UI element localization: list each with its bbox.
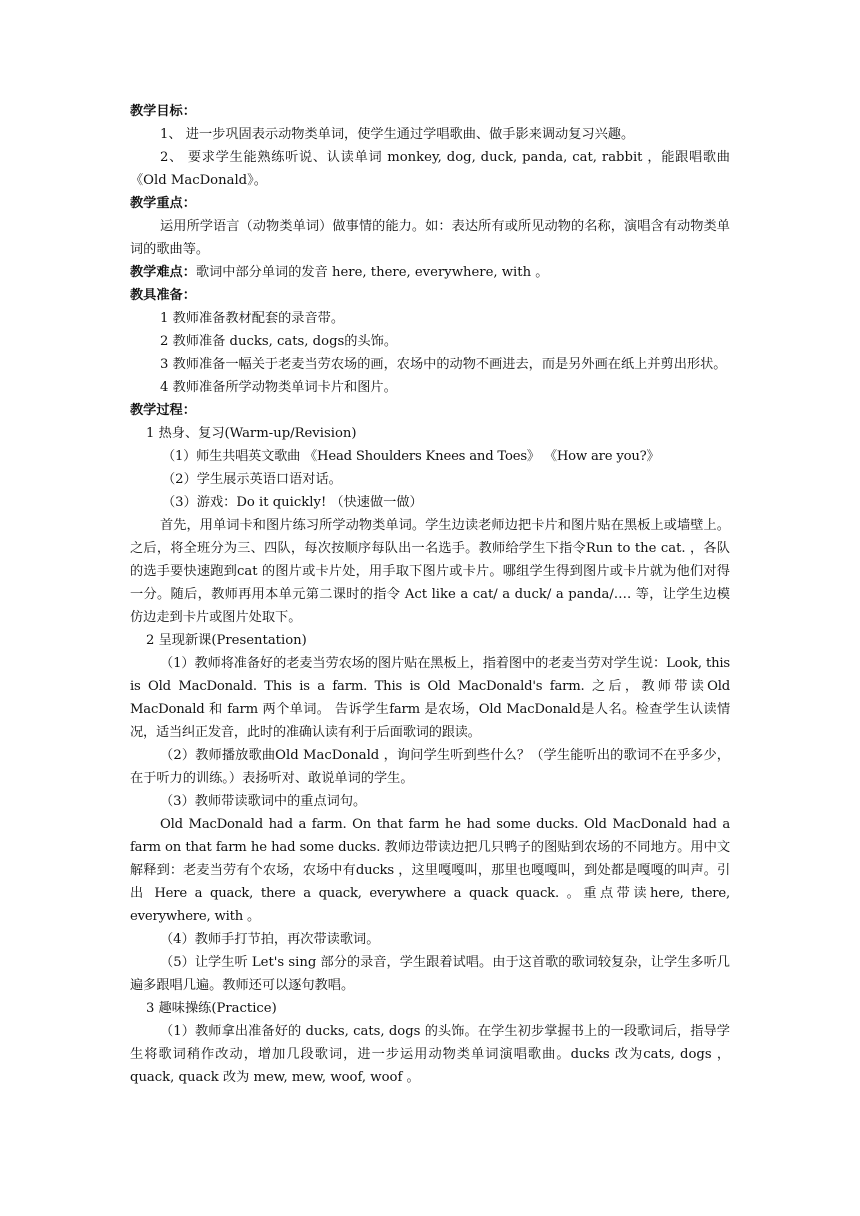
lesson-plan-body [130,100,730,1089]
step1-paragraph: 首先，用单词卡和图片练习所学动物类单词。学生边读老师边把卡片和图片贴在黑板上或墙壁上。之后，将全班分为三、四队，每次按顺序每队出一名选手。教师给学生下指令Run to the cat. ，各队的选手要快速跑到cat 的图片或卡片处，用手取下图片或卡片。哪组学生得到图片或卡片就为他们对得一分。随后，教师再用本单元第二课时的指令 Act like a cat/ a duck/ a panda/…. 等，让学生边模仿边走到卡片或图片处取下。 [130,518,730,625]
preparation-item-2: 2 教师准备 ducks, cats, dogs的头饰。 [160,334,398,349]
step1-sub-1: （1）师生共唱英文歌曲 《Head Shoulders Knees and Toes》 《How are you?》 [162,449,660,464]
preparation-item-1: 1 教师准备教材配套的录音带。 [160,311,345,326]
step2-title: 2 呈现新课(Presentation) [146,633,307,648]
step2-sub-2: （2）教师播放歌曲Old MacDonald ，询问学生听到些什么？（学生能听出的歌词不在乎多少，在于听力的训练。）表扬听对、敢说单词的学生。 [130,748,730,786]
goals-heading: 教学目标： [130,104,196,119]
step2-sub-3: （3）教师带读歌词中的重点词句。 [160,794,367,809]
difficulty-text: 歌词中部分单词的发音 here, there, everywhere, with 。 [195,265,549,280]
key-points-text: 运用所学语言（动物类单词）做事情的能力。如：表达所有或所见动物的名称，演唱含有动物类单词的歌曲等。 [130,219,730,257]
goal-item-2: 2、 要求学生能熟练听说、认读单词 monkey, dog, duck, panda, cat, rabbit ，能跟唱歌曲《Old MacDonald》。 [130,150,730,188]
preparation-item-3: 3 教师准备一幅关于老麦当劳农场的画，农场中的动物不画进去，而是另外画在纸上并剪出形状。 [160,357,727,372]
step2-lyrics-paragraph: Old MacDonald had a farm. On that farm he had some ducks. Old MacDonald had a farm on that farm he had some ducks. 教师边带读边把几只鸭子的图贴到农场的不同地方。用中文解释到：老麦当劳有个农场，农场中有ducks ，这里嘎嘎叫，那里也嘎嘎叫，到处都是嘎嘎的叫声。引出 Here a quack, there a quack, everywhere a quack quack. 。重点带读here, there, everywhere, with 。 [130,817,730,924]
difficulty-label: 教学难点： [130,265,196,280]
step2-sub-4: （4）教师手打节拍，再次带读歌词。 [160,932,380,947]
step2-sub-5: （5）让学生听 Let's sing 部分的录音，学生跟着试唱。由于这首歌的歌词较复杂，让学生多听几遍多跟唱几遍。教师还可以逐句教唱。 [130,955,730,993]
step3-title: 3 趣味操练(Practice) [146,1001,277,1016]
process-heading: 教学过程： [130,403,196,418]
difficulty-line [130,261,730,284]
step1-title: 1 热身、复习(Warm-up/Revision) [146,426,357,441]
step1-sub-2: （2）学生展示英语口语对话。 [162,472,342,487]
step1-sub-3: （3）游戏：Do it quickly! （快速做一做） [162,495,423,510]
step2-sub-1: （1）教师将准备好的老麦当劳农场的图片贴在黑板上，指着图中的老麦当劳对学生说：Look, this is Old MacDonald. This is a farm. This is Old MacDonald's farm. 之后，教师带读Old MacDonald 和 farm 两个单词。 告诉学生farm 是农场，Old MacDonald是人名。检查学生认读情况，适当纠正发音，此时的准确认读有利于后面歌词的跟读。 [130,656,730,740]
key-points-heading: 教学重点： [130,196,196,211]
preparation-item-4: 4 教师准备所学动物类单词卡片和图片。 [160,380,397,395]
step3-sub-1: （1）教师拿出准备好的 ducks, cats, dogs 的头饰。在学生初步掌握书上的一段歌词后，指导学生将歌词稍作改动，增加几段歌词，进一步运用动物类单词演唱歌曲。ducks 改为cats, dogs ，quack, quack 改为 mew, mew, woof, woof 。 [130,1024,730,1085]
goal-item-1: 1、 进一步巩固表示动物类单词，使学生通过学唱歌曲、做手影来调动复习兴趣。 [160,127,635,142]
preparation-heading: 教具准备： [130,288,196,303]
